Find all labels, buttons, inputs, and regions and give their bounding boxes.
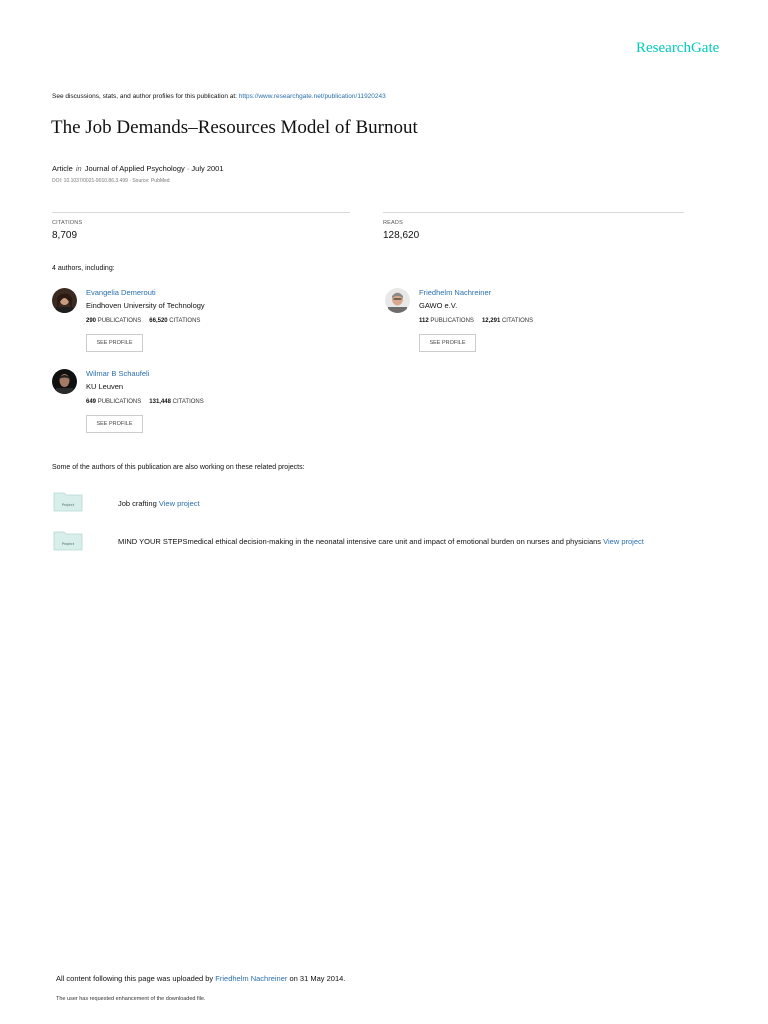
author-institution: Eindhoven University of Technology — [86, 301, 205, 310]
citations-divider — [52, 212, 350, 213]
project-folder-icon[interactable] — [53, 490, 83, 512]
publication-link[interactable]: https://www.researchgate.net/publication/11920243 — [238, 93, 386, 100]
article-type: Article — [52, 164, 73, 173]
see-profile-button[interactable]: SEE PROFILE — [419, 334, 476, 352]
view-project-link[interactable]: View project — [603, 537, 644, 546]
citations-value: 8,709 — [52, 230, 78, 241]
author-name-link[interactable]: Wilmar B Schaufeli — [86, 369, 150, 378]
publications-count: 290 — [86, 318, 97, 324]
publications-count: 649 — [86, 399, 97, 405]
upload-note — [56, 974, 345, 983]
reads-label: READS — [383, 220, 403, 226]
avatar-evangelia-demerouti[interactable] — [52, 288, 77, 313]
publications-label: PUBLICATIONS — [430, 318, 474, 324]
citations-label: CITATIONS — [501, 318, 534, 324]
related-projects-heading: Some of the authors of this publication are also working on these related projects: — [52, 464, 305, 471]
discussion-line — [52, 93, 386, 100]
upload-prefix: All content following this page was uploaded by — [56, 974, 214, 983]
author-stats — [419, 318, 533, 324]
discussion-text: See discussions, stats, and author profiles for this publication at: — [52, 93, 237, 100]
authors-heading: 4 authors, including: — [52, 265, 115, 272]
author-stats — [86, 399, 204, 405]
project-folder-icon[interactable] — [53, 529, 83, 551]
citations-label: CITATIONS — [169, 318, 201, 324]
avatar-wilmar-b-schaufeli[interactable] — [52, 369, 77, 394]
avatar-friedhelm-nachreiner[interactable] — [385, 288, 410, 313]
publications-count: 112 — [419, 318, 429, 324]
doi-source: DOI: 10.1037/0021-9010.86.3.499 · Source: PubMed — [52, 178, 170, 184]
citations-count: 66,520 — [149, 318, 168, 324]
citations-label: CITATIONS — [52, 220, 83, 226]
publications-label: PUBLICATIONS — [97, 399, 142, 405]
project-item — [118, 537, 644, 546]
author-name-link[interactable]: Friedhelm Nachreiner — [419, 288, 492, 297]
article-meta — [52, 164, 224, 173]
see-profile-button[interactable]: SEE PROFILE — [86, 415, 143, 433]
reads-divider — [383, 212, 684, 213]
citations-count: 12,291 — [481, 318, 501, 324]
project-name: Job crafting — [118, 499, 157, 508]
page-title: The Job Demands–Resources Model of Burnout — [51, 117, 418, 138]
author-name-link[interactable]: Evangelia Demerouti — [86, 288, 156, 297]
author-institution: GAWO e.V. — [419, 301, 458, 310]
author-institution: KU Leuven — [86, 382, 124, 391]
researchgate-logo[interactable]: ResearchGate — [636, 40, 720, 56]
uploader-link[interactable]: Friedhelm Nachreiner — [215, 974, 288, 983]
project-item — [118, 499, 200, 508]
upload-suffix: on 31 May 2014. — [289, 974, 346, 983]
project-name: MIND YOUR STEPSmedical ethical decision-making in the neonatal intensive care unit and impact of emotional burden on nurses and physicians — [118, 537, 602, 546]
project-icon-label: Project — [61, 503, 75, 507]
in-word: in — [75, 164, 82, 173]
see-profile-button[interactable]: SEE PROFILE — [86, 334, 143, 352]
reads-value: 128,620 — [383, 230, 420, 241]
view-project-link[interactable]: View project — [158, 499, 200, 508]
project-icon-label: Project — [61, 542, 75, 546]
publications-label: PUBLICATIONS — [97, 318, 142, 324]
citations-count: 131,448 — [149, 399, 171, 405]
enhancement-note: The user has requested enhancement of the downloaded file. — [56, 996, 206, 1002]
journal-info: Journal of Applied Psychology · July 2001 — [84, 164, 224, 173]
citations-label: CITATIONS — [172, 399, 204, 405]
author-stats — [86, 318, 200, 324]
